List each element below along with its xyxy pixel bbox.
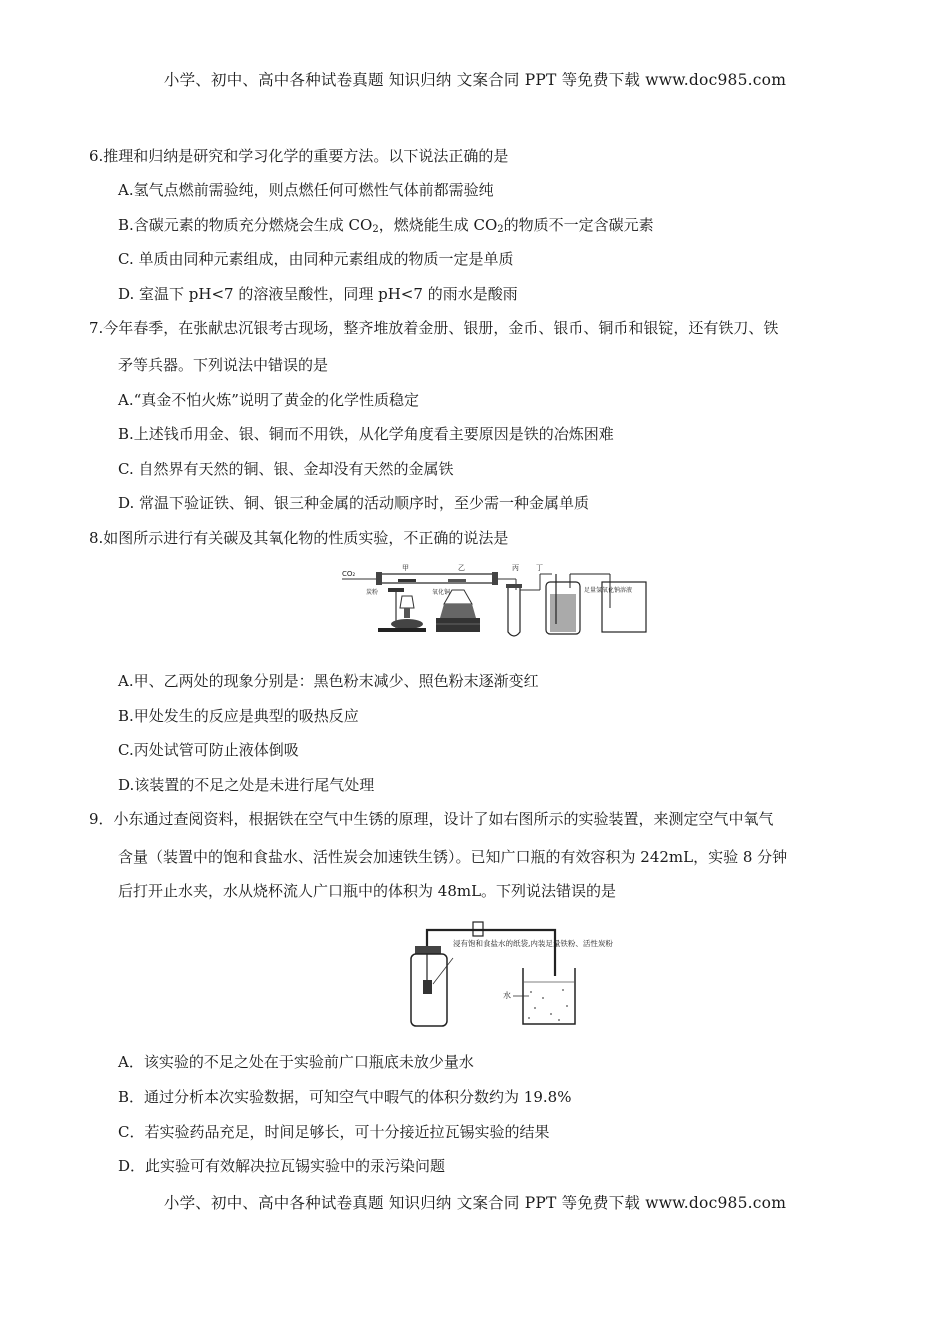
q6-option-c: C. 单质由同种元素组成，由同种元素组成的物质一定是单质: [118, 250, 514, 268]
q8-option-c: C.丙处试管可防止液体倒吸: [118, 741, 299, 759]
q6-stem: 6.推理和归纳是研究和学习化学的重要方法。以下说法正确的是: [89, 147, 509, 165]
q8-label-cuo: 氧化铜: [432, 589, 451, 596]
q8-stem: 8.如图所示进行有关碳及其氧化物的性质实验，不正确的说法是: [89, 529, 509, 547]
q8-test-tube: [508, 586, 520, 636]
q7-option-c: C. 自然界有天然的铜、银、金却没有天然的金属铁: [118, 460, 454, 478]
q7-stem-line1: 7.今年春季，在张献忠沉银考古现场，整齐堆放着金册、银册，金币、银币、铜币和银锭，还有铁刀、铁: [89, 319, 779, 337]
q8-option-b: B.甲处发生的反应是典型的吸热反应: [118, 707, 359, 725]
q8-label-co2: CO₂: [342, 570, 356, 578]
page-footer: 小学、初中、高中各种试卷真题 知识归纳 文案合同 PPT 等免费下载 www.doc985.com: [163, 1194, 787, 1212]
q8-label-naoh: 足量氢氧化钠溶液: [584, 587, 633, 594]
q9-stem-line3: 后打开止水夹，水从烧杯流人广口瓶中的体积为 48mL。下列说法错误的是: [118, 882, 617, 900]
q9-stem-line1: 9．小东通过查阅资料，根据铁在空气中生锈的原理，设计了如右图所示的实验装置，来测定空气中氧气: [89, 810, 774, 828]
q7-option-a: A.“真金不怕火炼”说明了黄金的化学性质稳定: [118, 391, 419, 409]
q8-label-jia: 甲: [402, 564, 409, 572]
q8-option-a: A.甲、乙两处的现象分别是：黑色粉末减少、照色粉末逐渐变红: [118, 672, 539, 690]
q8-label-yi: 乙: [458, 564, 465, 572]
q8-glass-tube: [380, 574, 495, 583]
q9-option-a: A．该实验的不足之处在于实验前广口瓶底未放少量水: [118, 1053, 474, 1071]
q6-option-b: B.含碳元素的物质充分燃烧会生成 $CO_2$，燃烧能生成 $CO_2$的物质不一定含碳元素: [118, 216, 654, 235]
q9-label-bag: 浸有饱和食盐水的纸袋,内装足量铁粉、活性炭粉: [453, 939, 613, 948]
q9-option-c: C．若实验药品充足，时间足够长，可十分接近拉瓦锡实验的结果: [118, 1123, 550, 1141]
q8-apparatus-figure: [340, 560, 650, 642]
q8-label-carbon: 炭粉: [366, 589, 379, 596]
q9-stem-line2: 含量（装置中的饱和食盐水、活性炭会加速铁生锈）。已知广口瓶的有效容积为 242mL，实验 8 分钟: [118, 848, 788, 866]
q9-option-d: D．此实验可有效解决拉瓦锡实验中的汞污染问题: [118, 1157, 446, 1175]
q7-stem-line2: 矛等兵器。下列说法中错误的是: [118, 356, 329, 374]
q6-option-a: A.氢气点燃前需验纯，则点燃任何可燃性气体前都需验纯: [118, 181, 494, 199]
q8-label-ding: 丁: [536, 564, 543, 572]
q9-apparatus-figure: [405, 916, 613, 1028]
q9-paper-bag: [423, 980, 432, 994]
q9-label-water: 水: [503, 991, 511, 1000]
page-header: 小学、初中、高中各种试卷真题 知识归纳 文案合同 PPT 等免费下载 www.doc985.com: [163, 71, 787, 89]
q6-option-d: D. 室温下 pH<7 的溶液呈酸性，同理 pH<7 的雨水是酸雨: [118, 285, 518, 303]
q9-option-b: B．通过分析本次实验数据，可知空气中暇气的体积分数约为 19.8%: [118, 1088, 572, 1106]
q7-option-d: D. 常温下验证铁、铜、银三种金属的活动顺序时，至少需一种金属单质: [118, 494, 590, 512]
q8-option-d: D.该装置的不足之处是未进行尾气处理: [118, 776, 375, 794]
q8-label-bing: 丙: [512, 564, 519, 572]
q9-beaker: [523, 968, 575, 1024]
q7-option-b: B.上述钱币用金、银、铜而不用铁，从化学角度看主要原因是铁的冶炼困难: [118, 425, 614, 443]
